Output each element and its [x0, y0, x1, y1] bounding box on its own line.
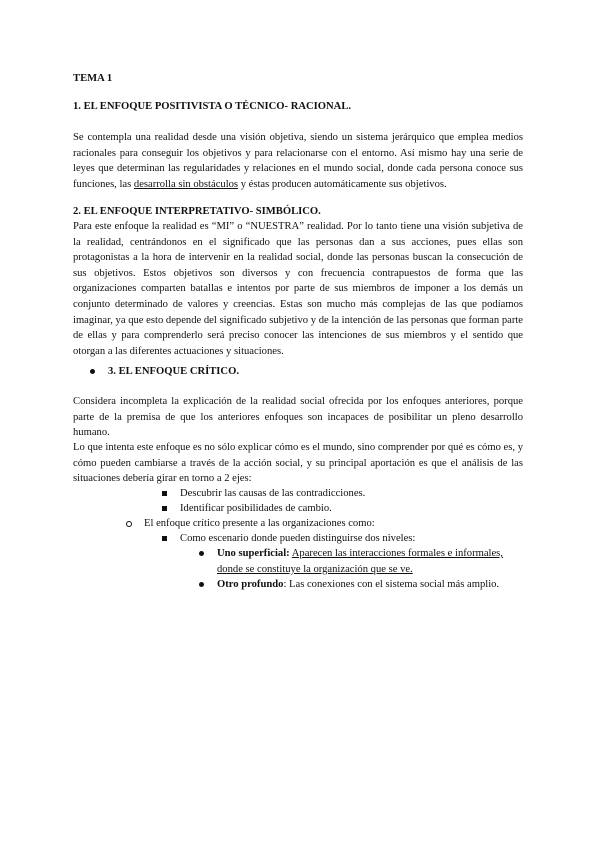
section-3-heading-item	[90, 364, 530, 380]
section-3-paragraph-2: Lo que intenta este enfoque es no sólo explicar cómo es el mundo, sino comprender por qué es cómo es, y cómo pueden cambiarse a través de la acción social, y su principal aportación es que el análisis de las situaciones debería girar en torno a 2 ejes:	[73, 442, 523, 485]
level-1-content: Uno superficial: Aparecen las interacciones formales e informales, donde se constituye la organización que se ve.	[217, 548, 503, 575]
section-1-heading: 1. EL ENFOQUE POSITIVISTA O TÉCNICO- RACIONAL.	[73, 101, 352, 112]
level-item-1	[199, 546, 523, 577]
section-1-underlined: desarrolla sin obstáculos	[133, 178, 239, 190]
axis-1-text: Descubrir las causas de las contradicciones.	[180, 488, 366, 499]
axis-item-2	[162, 501, 522, 517]
bullet-dot-icon	[199, 546, 217, 562]
section-2-heading: 2. EL ENFOQUE INTERPRETATIVO- SIMBÓLICO.	[73, 206, 321, 217]
section-3-heading: 3. EL ENFOQUE CRÍTICO.	[108, 366, 239, 377]
bullet-square-icon	[162, 486, 180, 502]
level-1-label: Uno superficial	[217, 548, 287, 559]
level-1-text: Aparecen las interacciones formales e informales, donde se constituye la organización que se ve.	[217, 548, 503, 575]
section-1-paragraph	[73, 130, 523, 192]
sub-item-text: El enfoque crítico presente a las organizaciones como:	[144, 518, 375, 529]
axis-2-text: Identificar posibilidades de cambio.	[180, 503, 332, 514]
bullet-dot-icon	[90, 364, 108, 380]
level-item-2	[199, 577, 523, 593]
section-1-text-a: Se contempla una realidad desde una visión objetiva, siendo un sistema jerárquico que emplea medios racionales para conseguir los objetivos y para relacionarse con el entorno. Así mismo hay una serie de leyes que determinan las regularidades y relaciones en el mundo social, donde cada persona conoce sus funciones, las	[73, 132, 523, 190]
scenario-text: Como escenario donde pueden distinguirse dos niveles:	[180, 533, 416, 544]
bullet-square-icon	[162, 501, 180, 517]
section-2-paragraph: Para este enfoque la realidad es “MI” o “NUESTRA” realidad. Por lo tanto tiene una visión subjetiva de la realidad, centrándonos en el significado que las personas dan a sus acciones, pues ellas son protagonistas a la hora de intervenir en la realidad social, donde las personas buscan la consecución de sus objetivos. Estos objetivos son diversos y con frecuencia contrapuestos de forma que las organizaciones comparten batallas e intentos por parte de sus miembros de imponer a los demás un conjunto determinado de valores y creencias. Estas son mucho más complejas de las que podíamos imaginar, ya que esto depende del significado subjetivo y de la intención de las personas que forman parte de ellas y para comprenderlo será preciso conocer las intenciones de sus miembros y el sentido que otorgan a las diferentes actuaciones y situaciones.	[73, 221, 523, 357]
axis-item-1	[162, 486, 522, 502]
bullet-square-icon	[162, 531, 180, 547]
page-title: TEMA 1	[73, 73, 113, 84]
level-2-text: : Las conexiones con el sistema social más amplio.	[283, 579, 500, 590]
bullet-circle-icon	[126, 516, 144, 533]
bullet-dot-icon	[199, 577, 217, 593]
level-2-label: Otro profundo	[217, 579, 284, 590]
section-1-text-b: y éstas producen automáticamente sus objetivos.	[238, 178, 447, 190]
level-2-content	[217, 577, 499, 593]
section-3-paragraph-1: Considera incompleta la explicación de la realidad social ofrecida por los enfoques anteriores, porque parte de la premisa de que los anteriores enfoques son incapaces de posibilitar un pleno desarrollo humano.	[73, 396, 523, 439]
scenario-item	[162, 531, 522, 547]
